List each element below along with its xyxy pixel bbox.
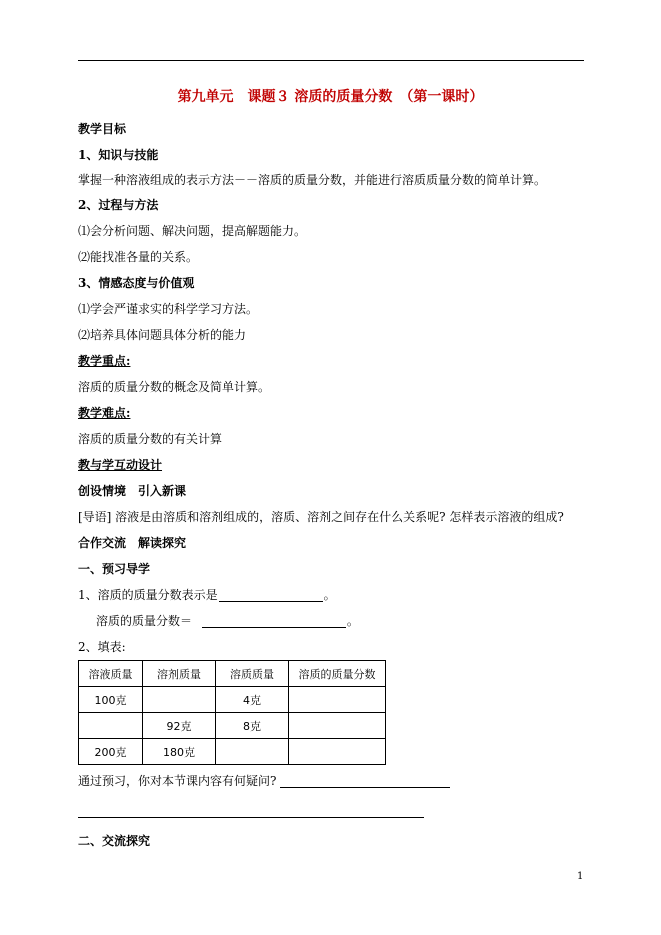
table-header-cell: 溶液质量 — [79, 661, 143, 687]
knowledge-heading: 1、知识与技能 — [78, 148, 159, 162]
key-point-text: 溶质的质量分数的概念及简单计算。 — [78, 380, 271, 394]
table-row — [79, 739, 386, 765]
table-header-cell: 溶剂质量 — [143, 661, 216, 687]
preview-question-1 — [78, 588, 336, 602]
attitude-heading: 3、情感态度与价值观 — [78, 276, 195, 290]
process-heading: 2、过程与方法 — [78, 198, 159, 212]
question-1-text: 1、溶质的质量分数表示是 — [78, 588, 218, 602]
difficulty-heading: 教学难点: — [78, 406, 131, 420]
table-header-cell: 溶质的质量分数 — [289, 661, 386, 687]
explore-heading: 合作交流 解读探究 — [78, 536, 187, 550]
knowledge-text: 掌握一种溶液组成的表示方法－－溶质的质量分数，并能进行溶质质量分数的简单计算。 — [78, 173, 547, 187]
answer-line[interactable] — [78, 817, 424, 818]
table-header-cell: 溶质质量 — [216, 661, 289, 687]
table-cell: 4克 — [216, 687, 289, 713]
difficulty-text: 溶质的质量分数的有关计算 — [78, 432, 223, 446]
process-item-1: ⑴会分析问题、解决问题，提高解题能力。 — [78, 224, 307, 238]
table-row — [79, 713, 386, 739]
table-cell-input[interactable] — [216, 739, 289, 765]
lesson-title: 第九单元 课题３ 溶质的质量分数 （第一课时） — [177, 89, 484, 105]
attitude-item-2: ⑵培养具体问题具体分析的能力 — [78, 328, 247, 342]
key-point-heading: 教学重点: — [78, 354, 131, 368]
intro-heading: 创设情境 引入新课 — [78, 484, 187, 498]
preview-question-2: 2、填表: — [78, 640, 126, 654]
goals-heading: 教学目标 — [78, 122, 127, 136]
question-1-end: 。 — [323, 588, 336, 602]
formula-label: 溶质的质量分数＝ — [96, 614, 193, 628]
table-cell-input[interactable] — [289, 739, 386, 765]
table-cell: 200克 — [79, 739, 143, 765]
formula-blank[interactable] — [202, 616, 346, 628]
fill-table — [78, 660, 386, 765]
doubt-text: 通过预习，你对本节课内容有何疑问? — [78, 774, 277, 788]
attitude-item-1: ⑴学会严谨求实的科学学习方法。 — [78, 302, 259, 316]
process-item-2: ⑵能找准各量的关系。 — [78, 250, 199, 264]
table-cell-input[interactable] — [289, 713, 386, 739]
header-rule — [78, 60, 584, 61]
page-number: 1 — [577, 871, 584, 882]
preview-doubt — [78, 774, 451, 788]
table-header-row — [79, 661, 386, 687]
table-cell: 100克 — [79, 687, 143, 713]
answer-blank-1[interactable] — [219, 590, 323, 602]
table-cell-input[interactable] — [143, 687, 216, 713]
design-heading: 教与学互动设计 — [78, 458, 163, 472]
formula-end: 。 — [346, 614, 359, 628]
preview-heading: 一、预习导学 — [78, 562, 151, 576]
table-cell: 8克 — [216, 713, 289, 739]
table-cell-input[interactable] — [79, 713, 143, 739]
formula-line — [96, 614, 359, 628]
table-cell-input[interactable] — [289, 687, 386, 713]
table-cell: 92克 — [143, 713, 216, 739]
intro-text: [导语] 溶液是由溶质和溶剂组成的，溶质、溶剂之间存在什么关系呢? 怎样表示溶液的组成? — [78, 510, 564, 524]
table-cell: 180克 — [143, 739, 216, 765]
doubt-blank[interactable] — [280, 776, 450, 788]
section2-heading: 二、交流探究 — [78, 834, 151, 848]
table-row — [79, 687, 386, 713]
